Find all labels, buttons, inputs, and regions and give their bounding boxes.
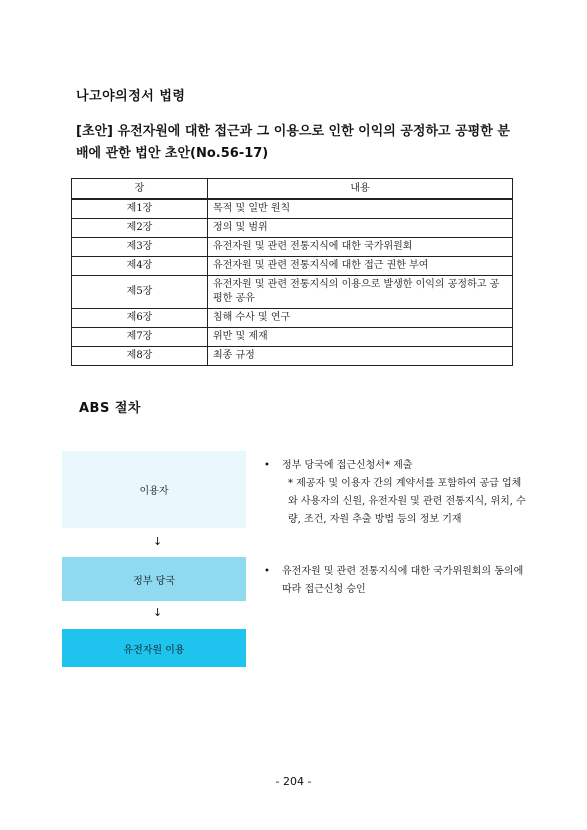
flow-box-government (62, 557, 246, 601)
down-arrow-icon: ↓ (153, 606, 163, 619)
chapter-cell: 제8장 (72, 347, 208, 366)
page-number: - 204 - (275, 775, 312, 788)
flow-box-label: 유전자원 이용 (123, 644, 185, 656)
flow-box-user (62, 451, 246, 528)
table-row (72, 347, 513, 366)
header-chapter: 장 (72, 179, 208, 200)
document-title: [초안] 유전자원에 대한 접근과 그 이용으로 인한 이익의 공정하고 공평한 분배에 관한 법안 초안(No.56-17) (76, 124, 510, 161)
table-row (72, 328, 513, 347)
flow-box-resource-use (62, 629, 246, 667)
section-title: 나고야의정서 법령 (76, 89, 186, 104)
content-cell: 침해 수사 및 연구 (208, 309, 513, 328)
bullet-icon: • (264, 566, 270, 577)
step1-notes (262, 457, 530, 529)
chapter-cell: 제3장 (72, 238, 208, 257)
table-row (72, 238, 513, 257)
flow-box-label: 이용자 (139, 486, 169, 497)
note-text: 유전자원 및 관련 전통지식에 대한 국가위원회의 동의에 따라 접근신청 승인 (282, 566, 524, 595)
content-cell: 정의 및 범위 (208, 219, 513, 238)
abs-section-title: ABS 절차 (79, 401, 141, 416)
flow-box-label: 정부 당국 (133, 575, 175, 587)
content-cell: 최종 규정 (208, 347, 513, 366)
chapter-cell: 제1장 (72, 199, 208, 219)
table-row (72, 276, 513, 309)
note-bullet (262, 457, 530, 475)
table-header-row (72, 179, 513, 200)
bullet-icon: • (264, 460, 270, 471)
note-footnote: * 제공자 및 이용자 간의 계약서를 포함하여 공급 업체와 사용자의 신원, 유전자원 및 관련 전통지식, 위치, 수량, 조건, 자원 추출 방법 등의 정보 기재 (288, 478, 526, 525)
step2-notes (262, 563, 530, 599)
chapter-cell: 제6장 (72, 309, 208, 328)
note-text: 정부 당국에 접근신청서* 제출 (282, 460, 413, 471)
content-cell: 유전자원 및 관련 전통지식에 대한 국가위원회 (208, 238, 513, 257)
content-cell: 유전자원 및 관련 전통지식에 대한 접근 권한 부여 (208, 257, 513, 276)
content-cell: 위반 및 제재 (208, 328, 513, 347)
table-row (72, 257, 513, 276)
chapter-cell: 제4장 (72, 257, 208, 276)
table-row (72, 219, 513, 238)
chapter-table (71, 178, 513, 366)
note-bullet (262, 563, 530, 599)
chapter-cell: 제5장 (72, 276, 208, 309)
content-cell: 유전자원 및 관련 전통지식의 이용으로 발생한 이익의 공정하고 공평한 공유 (208, 276, 513, 309)
chapter-cell: 제2장 (72, 219, 208, 238)
chapter-cell: 제7장 (72, 328, 208, 347)
table-row (72, 199, 513, 219)
header-content: 내용 (208, 179, 513, 200)
content-cell: 목적 및 일반 원칙 (208, 199, 513, 219)
table-row (72, 309, 513, 328)
down-arrow-icon: ↓ (153, 535, 163, 548)
